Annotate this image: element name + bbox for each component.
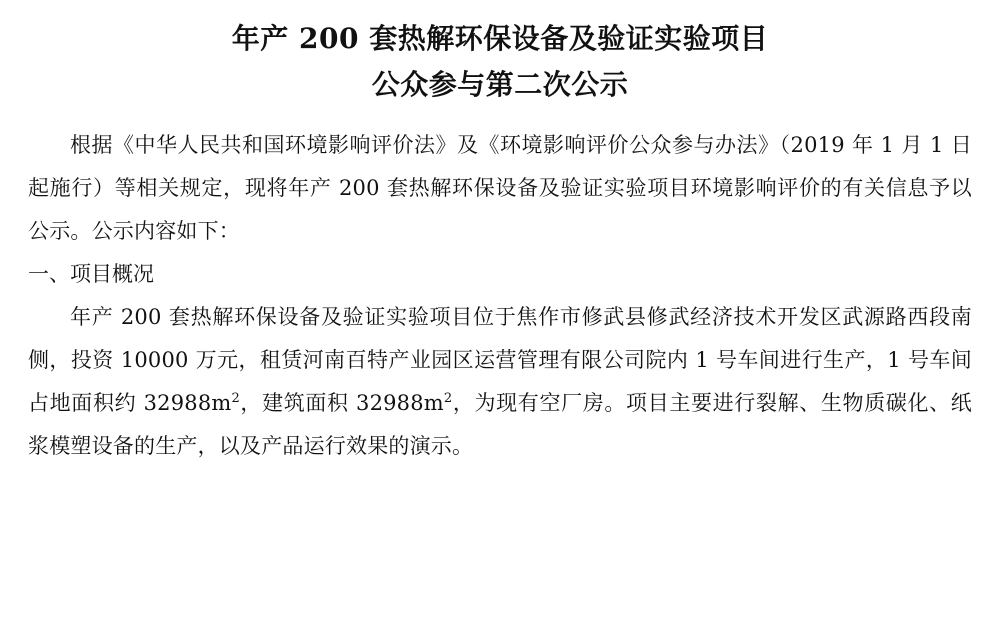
overview-text-part-2: ，建筑面积 32988m [239, 391, 444, 415]
page-title-line-2: 公众参与第二次公示 [371, 68, 629, 101]
page-title [28, 16, 972, 108]
document-body [28, 124, 972, 468]
overview-text-part-1: 年产 200 套热解环保设备及验证实验项目位于焦作市修武县修武经济技术开发区武源路西段南侧，投资 10000 万元，租赁河南百特产业园区运营管理有限公司院内 1 号车间进行生产，1 号车间占地面积约 32988m [28, 305, 972, 415]
overview-superscript-2: 2 [443, 391, 453, 406]
overview-text-part-3: ，为现有空厂房。项目主要进行裂解、生物质碳化、纸浆模塑设备的生产，以及产品运行效果的演示。 [28, 391, 972, 458]
overview-superscript-1: 2 [231, 391, 240, 406]
project-overview-paragraph [28, 296, 972, 468]
intro-paragraph: 根据《中华人民共和国环境影响评价法》及《环境影响评价公众参与办法》（2019 年 1 月 1 日起施行）等相关规定，现将年产 200 套热解环保设备及验证实验项目环境影响评价的有关信息予以公示。公示内容如下： [28, 133, 972, 243]
page-title-line-1: 年产 200 套热解环保设备及验证实验项目 [231, 22, 769, 55]
section-heading-project-overview: 一、项目概况 [28, 262, 154, 286]
